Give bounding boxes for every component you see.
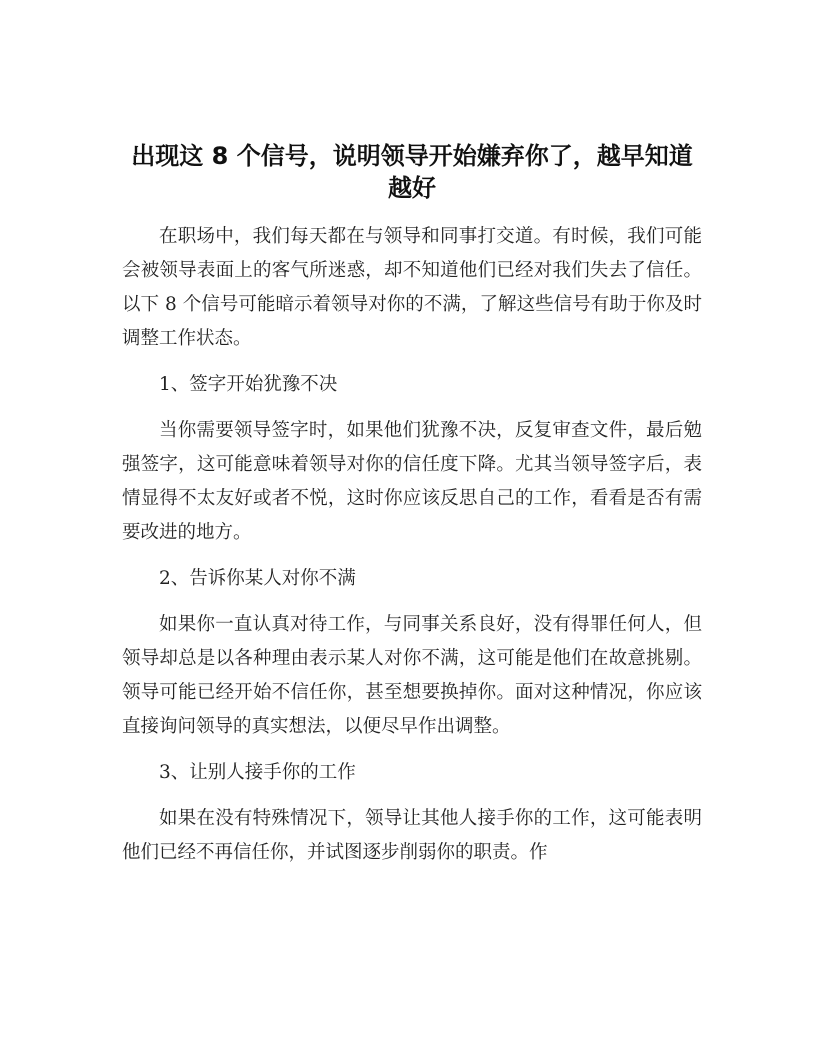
- section-heading-2: 2、告诉你某人对你不满: [159, 568, 356, 589]
- section-paragraph-3: 如果在没有特殊情况下，领导让其他人接手你的工作，这可能表明他们已经不再信任你，并试图逐步削弱你的职责。作: [122, 808, 702, 863]
- document-body: [122, 220, 702, 870]
- section-paragraph-1: 当你需要领导签字时，如果他们犹豫不决，反复审查文件，最后勉强签字，这可能意味着领导对你的信任度下降。尤其当领导签字后，表情显得不太友好或者不悦，这时你应该反思自己的工作，看看是否有需要改进的地方。: [122, 420, 702, 543]
- intro-paragraph: 在职场中，我们每天都在与领导和同事打交道。有时候，我们可能会被领导表面上的客气所迷惑，却不知道他们已经对我们失去了信任。以下 8 个信号可能暗示着领导对你的不满，了解这些信号有助于你及时调整工作状态。: [122, 226, 702, 349]
- section-heading-3: 3、让别人接手你的工作: [159, 762, 356, 783]
- document-title: 出现这 8 个信号，说明领导开始嫌弃你了，越早知道越好: [131, 142, 693, 202]
- section-paragraph-2: 如果你一直认真对待工作，与同事关系良好，没有得罪任何人，但领导却总是以各种理由表示某人对你不满，这可能是他们在故意挑剔。领导可能已经开始不信任你，甚至想要换掉你。面对这种情况，你应该直接询问领导的真实想法，以便尽早作出调整。: [122, 614, 702, 737]
- section-heading-1: 1、签字开始犹豫不决: [159, 374, 338, 395]
- document-content: [122, 140, 702, 882]
